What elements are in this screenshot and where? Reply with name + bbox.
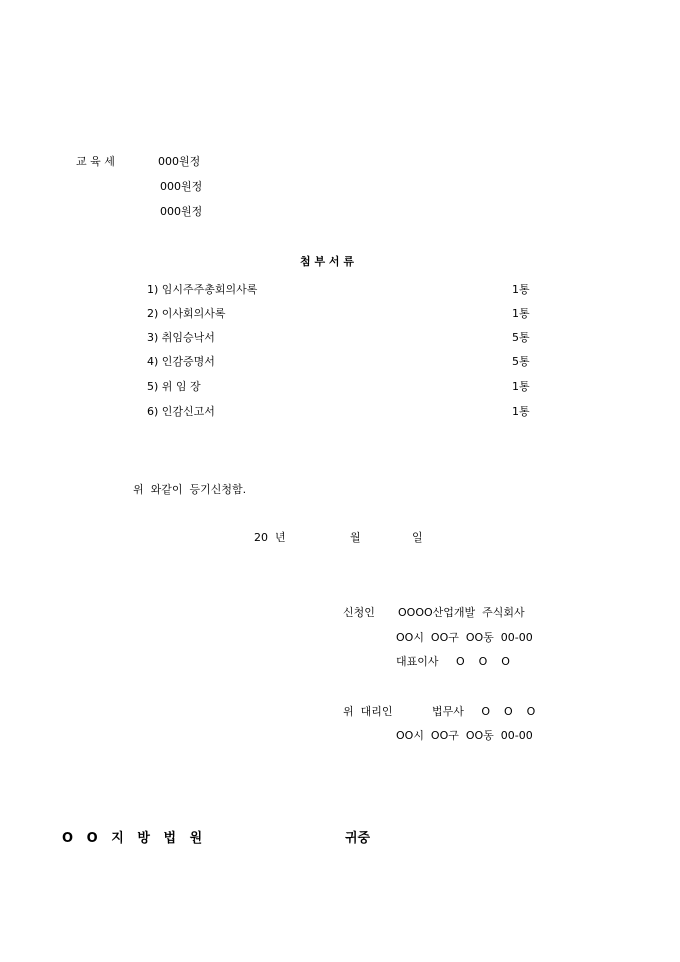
attachment-item-name: 1) 임시주주총회의사록 (147, 283, 258, 296)
date-day: 일 (412, 531, 423, 544)
date-year: 20 년 (254, 531, 286, 544)
attachment-item-name: 3) 취임승낙서 (147, 331, 215, 344)
application-statement: 위 와같이 등기신청함. (133, 483, 247, 496)
attachment-item-name: 4) 인감증명서 (147, 355, 215, 368)
applicant-label: 신청인 (343, 606, 375, 619)
attachment-item-count: 1통 (512, 380, 530, 393)
attachment-item-count: 1통 (512, 307, 530, 320)
education-tax-amount-2: 000원정 (160, 180, 203, 193)
education-tax-amount-1: 000원정 (158, 155, 201, 168)
attachment-item-count: 5통 (512, 355, 530, 368)
court-name: O O 지 방 법 원 (62, 831, 203, 846)
attachment-item-count: 1통 (512, 283, 530, 296)
attachment-item-name: 5) 위 임 장 (147, 380, 201, 393)
attachments-title: 첨 부 서 류 (300, 255, 354, 268)
attachment-item-name: 2) 이사회의사록 (147, 307, 226, 320)
applicant-company: OOOO산업개발 주식회사 (398, 606, 525, 619)
attachment-item-count: 5통 (512, 331, 530, 344)
court-suffix: 귀중 (345, 831, 371, 846)
agent-label: 위 대리인 (343, 705, 393, 718)
date-month: 월 (350, 531, 361, 544)
education-tax-label: 교 육 세 (76, 155, 115, 168)
attachment-item-count: 1통 (512, 405, 530, 418)
applicant-representative: 대표이사 O O O (396, 655, 510, 668)
applicant-address: OO시 OO구 OO동 00-00 (396, 631, 533, 644)
education-tax-amount-3: 000원정 (160, 205, 203, 218)
agent-address: OO시 OO구 OO동 00-00 (396, 729, 533, 742)
attachment-item-name: 6) 인감신고서 (147, 405, 215, 418)
agent-title: 법무사 O O O (432, 705, 536, 718)
